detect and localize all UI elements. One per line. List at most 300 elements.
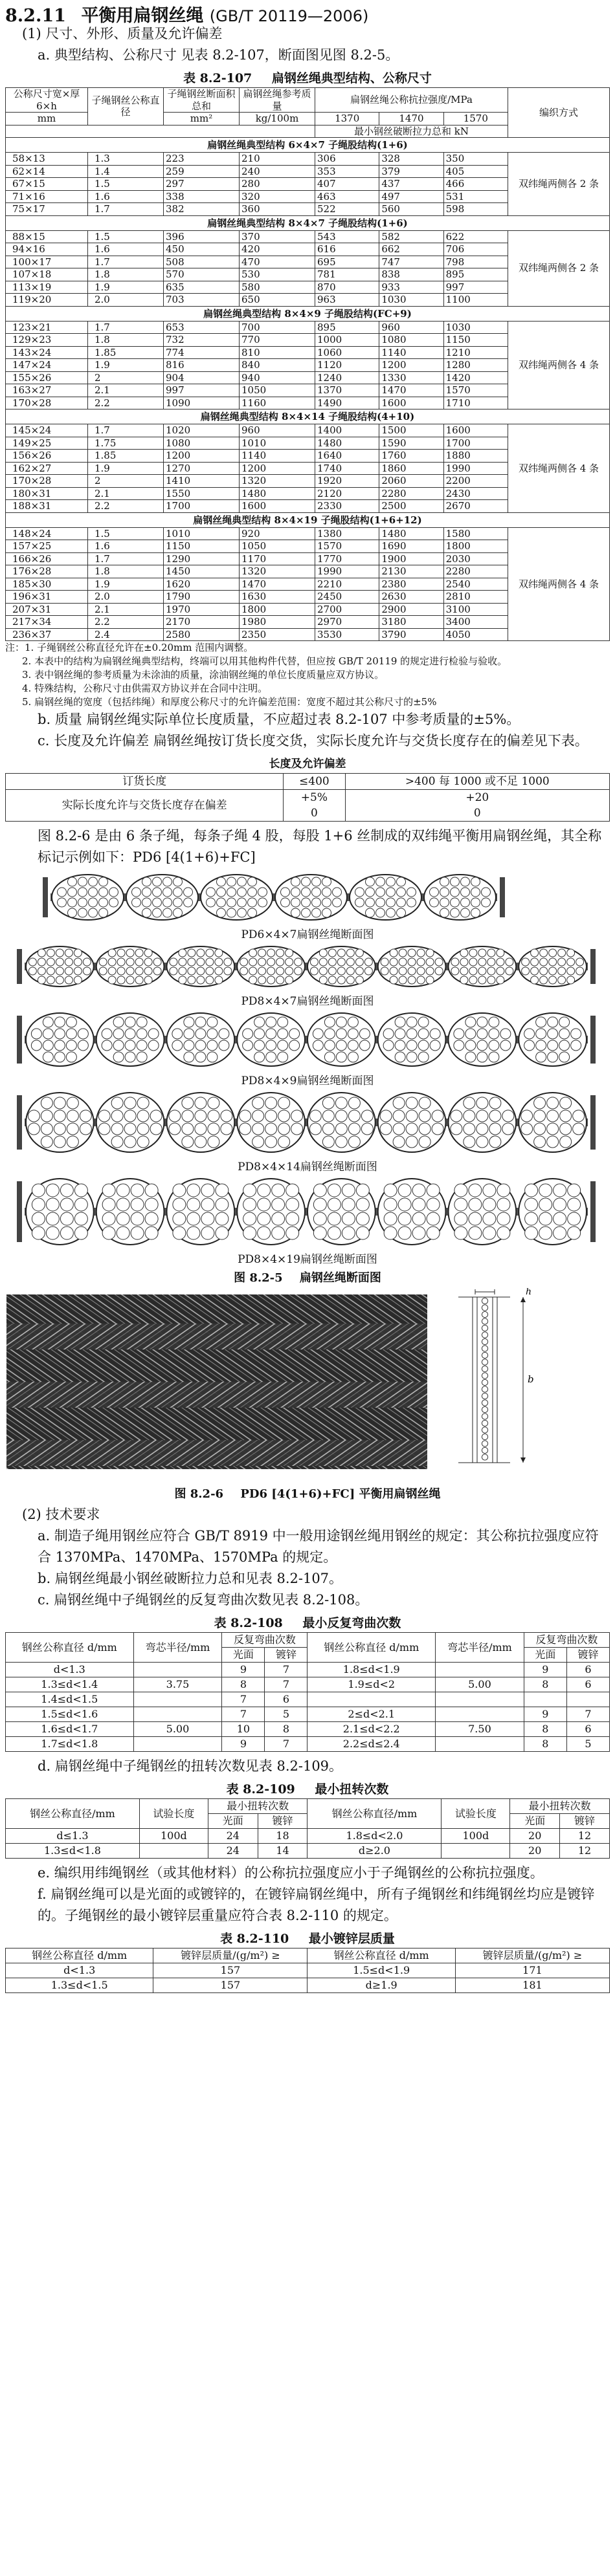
table-cell: 1320	[240, 565, 315, 578]
t108-body	[6, 1663, 610, 1752]
t107-h-s3: 1570	[443, 113, 508, 126]
table-cell: 1.8	[88, 565, 164, 578]
table-cell: 71×16	[6, 190, 88, 203]
table-110	[5, 1948, 610, 1993]
strand	[449, 1179, 517, 1245]
edge-weft	[590, 949, 596, 984]
para-fig: 图 8.2-6 是由 6 条子绳，每条子绳 4 股，每股 1+6 丝制成的双纬绳平衡用扁钢丝绳，其全称标记示例如下：PD6 [4(1+6)+FC]	[38, 828, 602, 865]
table-cell: 1480	[240, 487, 315, 500]
table-107	[5, 87, 610, 641]
table-cell: 3.75	[133, 1677, 222, 1692]
strand	[26, 1179, 94, 1245]
t109-h-bright-r: 光面	[510, 1814, 560, 1829]
strand	[96, 1179, 164, 1245]
strand	[308, 1013, 375, 1066]
figure-8-2-5	[5, 871, 610, 1266]
section-name: 平衡用扁钢丝绳	[81, 6, 204, 26]
table-cell: 370	[240, 230, 315, 243]
table-cell: 1.3	[88, 153, 164, 166]
table-cell: 2810	[443, 591, 508, 604]
table-cell	[436, 1707, 524, 1722]
edge-weft	[590, 1095, 596, 1150]
table-cell: 997	[164, 384, 240, 397]
table-cell: 8	[524, 1677, 566, 1692]
table-cell: 129×23	[6, 334, 88, 347]
strand	[26, 946, 94, 987]
table-cell: 1800	[240, 603, 315, 616]
table-cell: 1410	[164, 475, 240, 488]
dim-h: h	[526, 1288, 532, 1297]
table-cell: 1020	[164, 424, 240, 437]
section-wire	[482, 1447, 487, 1453]
t107-h-area-unit: mm²	[164, 113, 240, 126]
t107-h-size: 公称尺寸宽×厚 6×h	[6, 88, 88, 113]
table-cell: 353	[315, 165, 379, 178]
table-cell: 181	[455, 1978, 609, 1993]
req-f: f. 扁钢丝绳可以是光面的或镀锌的，在镀锌扁钢丝绳中，所有子绳钢丝和纬绳钢丝均应是镀锌的。子绳钢丝的最小镀锌层重量应符合表 8.2-110 的规定。	[38, 1886, 595, 1923]
table-row	[6, 1707, 610, 1722]
strand	[237, 1179, 305, 1245]
table-cell: 207×31	[6, 603, 88, 616]
t108-h-galv-l: 镀锌	[265, 1648, 308, 1663]
table-109-caption	[5, 1780, 610, 1797]
table-cell: 210	[240, 153, 315, 166]
table-cell: 148×24	[6, 527, 88, 540]
req-c: c. 扁钢丝绳中子绳钢丝的反复弯曲次数见表 8.2-108。	[38, 1592, 369, 1608]
strand	[378, 1179, 446, 1245]
group-title-row	[6, 409, 610, 424]
strand	[308, 1179, 375, 1245]
table-cell: 1.9	[88, 359, 164, 372]
edge-weft	[17, 1016, 22, 1064]
table-cell: 1.3≤d<1.4	[6, 1677, 134, 1692]
table-cell: 2120	[315, 487, 379, 500]
weave-cell: 双纬绳两侧各 2 条	[508, 153, 610, 216]
table-110-title: 最小镀锌层质量	[308, 1932, 395, 1946]
strand	[519, 946, 587, 987]
table-cell: 1370	[315, 384, 379, 397]
table-cell: 1240	[315, 371, 379, 384]
table-cell: 1550	[164, 487, 240, 500]
table-cell: 280	[240, 178, 315, 191]
table-cell: 1.6	[88, 243, 164, 256]
table-cell: 1700	[443, 437, 508, 450]
t109-h-twist-l: 最小扭转次数	[208, 1799, 308, 1814]
table-cell: 185×30	[6, 578, 88, 591]
edge-weft	[17, 949, 22, 984]
table-cell: 960	[379, 321, 443, 334]
table-cell: 100d	[139, 1829, 208, 1844]
table-cell: 1.9≤d<2	[308, 1677, 436, 1692]
table-cell: 180×31	[6, 487, 88, 500]
table-cell: 1490	[315, 397, 379, 409]
table-note: 3. 表中钢丝绳的参考质量为未涂油的质量，涂油钢丝绳的单位长度质量应双方协议。	[22, 669, 385, 681]
table-cell: 1090	[164, 397, 240, 409]
t108-h-diam-l: 钢丝公称直径 d/mm	[6, 1633, 134, 1663]
section-wire	[482, 1386, 487, 1392]
table-cell: 2210	[315, 578, 379, 591]
table-cell: 838	[379, 268, 443, 281]
table-cell: 1050	[240, 384, 315, 397]
table-cell: 9	[222, 1737, 265, 1752]
section-wire	[482, 1325, 487, 1331]
t110-h2-r: 镀锌层质量/(g/m²) ≥	[455, 1948, 609, 1963]
strand	[201, 875, 273, 920]
table-cell: 420	[240, 243, 315, 256]
section-wire	[482, 1414, 487, 1419]
table-cell: 157×25	[6, 540, 88, 553]
table-cell: 162×27	[6, 462, 88, 475]
strand	[167, 1179, 235, 1245]
table-cell	[442, 1844, 510, 1859]
table-cell: 7	[265, 1737, 308, 1752]
table-cell: 1.6	[88, 190, 164, 203]
figure-8-2-6	[5, 1288, 610, 1482]
sub-rope	[6, 1324, 427, 1349]
table-109-no: 表 8.2-109	[226, 1782, 295, 1796]
t110-h2-l: 镀锌层质量/(g/m²) ≥	[153, 1948, 308, 1963]
t110-h1-l: 钢丝公称直径 d/mm	[6, 1948, 153, 1963]
table-cell: 1010	[240, 437, 315, 450]
section-wire	[482, 1359, 487, 1365]
table-cell: 240	[240, 165, 315, 178]
table-note: 5. 扁钢丝绳的宽度（包括纬绳）和厚度公称尺寸的允许偏差范围：宽度不超过其公称尺寸的±5%	[22, 696, 437, 708]
edge-weft	[500, 877, 505, 917]
strand	[449, 946, 517, 987]
t107-notes	[5, 641, 610, 709]
table-cell: 1210	[443, 346, 508, 359]
table-cell: 1330	[379, 371, 443, 384]
table-cell: 1.85	[88, 450, 164, 463]
strand	[237, 1013, 305, 1066]
table-cell: 747	[379, 256, 443, 268]
table-cell: 1200	[240, 462, 315, 475]
table-cell: 9	[222, 1663, 265, 1677]
table-cell: 770	[240, 334, 315, 347]
t107-body	[6, 138, 610, 641]
table-cell: 149×25	[6, 437, 88, 450]
table-cell: 223	[164, 153, 240, 166]
table-cell: 396	[164, 230, 240, 243]
t107-h-strength	[315, 88, 508, 113]
table-note: 注：1. 子绳钢丝公称直径允许在±0.20mm 范围内调整。	[5, 642, 254, 653]
section-wire	[482, 1318, 487, 1324]
table-cell	[133, 1692, 222, 1707]
table-cell: 236×37	[6, 628, 88, 641]
table-cell: 1290	[164, 552, 240, 565]
table-108-title: 最小反复弯曲次数	[302, 1616, 401, 1630]
table-cell: 407	[315, 178, 379, 191]
strand	[237, 1093, 305, 1152]
table-cell: 12	[560, 1829, 610, 1844]
section-wire	[482, 1305, 487, 1311]
table-108-no: 表 8.2-108	[214, 1616, 283, 1630]
table-cell: 1710	[443, 397, 508, 409]
tol-row2-v2-top: +20	[465, 791, 489, 804]
fig-826-no: 图 8.2-6	[174, 1487, 224, 1501]
section-wire	[482, 1332, 487, 1338]
table-cell: 2350	[240, 628, 315, 641]
group-title: 扁钢丝绳典型结构 8×4×9 子绳股结构(FC+9)	[6, 306, 610, 321]
table-cell: 1600	[379, 397, 443, 409]
table-cell: 1590	[379, 437, 443, 450]
table-cell: 1280	[443, 359, 508, 372]
req-e: e. 编织用纬绳钢丝（或其他材料）的公称抗拉强度应小于子绳钢丝的公称抗拉强度。	[38, 1865, 544, 1881]
table-cell: 1.6	[88, 540, 164, 553]
table-108-caption	[5, 1613, 610, 1631]
table-cell: 24	[208, 1844, 258, 1859]
sub-rope	[6, 1382, 427, 1408]
table-cell: 616	[315, 243, 379, 256]
t109-h-len-l: 试验长度	[139, 1799, 208, 1829]
table-cell: 1.5	[88, 178, 164, 191]
table-cell: 67×15	[6, 178, 88, 191]
table-cell: 123×21	[6, 321, 88, 334]
table-cell: 2430	[443, 487, 508, 500]
table-cell: 12	[560, 1844, 610, 1859]
table-cell: 1030	[443, 321, 508, 334]
intro-p1: (1) 尺寸、外形、质量及允许偏差	[22, 26, 223, 41]
table-cell: 3400	[443, 616, 508, 629]
table-cell: 379	[379, 165, 443, 178]
table-cell: 75×17	[6, 203, 88, 216]
edge-weft	[17, 1181, 22, 1242]
table-cell: 171	[455, 1963, 609, 1978]
table-cell: 1600	[443, 424, 508, 437]
fig-826-title: PD6 [4(1+6)+FC] 平衡用扁钢丝绳	[240, 1487, 441, 1501]
table-cell: 157	[153, 1978, 308, 1993]
table-cell	[133, 1737, 222, 1752]
strand	[96, 1013, 164, 1066]
table-cell: 580	[240, 281, 315, 294]
t108-h-bright-l: 光面	[222, 1648, 265, 1663]
table-cell: 2580	[164, 628, 240, 641]
figure-8-2-5-caption	[5, 1269, 610, 1285]
section-title	[5, 0, 610, 26]
section-wire	[482, 1434, 487, 1439]
table-cell: 155×26	[6, 371, 88, 384]
group-title: 扁钢丝绳典型结构 8×4×14 子绳股结构(4+10)	[6, 409, 610, 424]
table-cell: 2.4	[88, 628, 164, 641]
group-title: 扁钢丝绳典型结构 8×4×7 子绳股结构(1+6)	[6, 215, 610, 230]
table-cell: 774	[164, 346, 240, 359]
table-cell: 145×24	[6, 424, 88, 437]
table-109	[5, 1798, 610, 1859]
section-wire	[482, 1427, 487, 1433]
table-cell: 1000	[315, 334, 379, 347]
strand	[378, 1013, 446, 1066]
sub-rope	[6, 1440, 427, 1466]
t108-h-bright-r: 光面	[524, 1648, 566, 1663]
table-cell: d<1.3	[6, 1963, 153, 1978]
weave-cell: 双纬绳两侧各 4 条	[508, 321, 610, 409]
table-110-no: 表 8.2-110	[220, 1932, 289, 1946]
table-cell: 5.00	[436, 1677, 524, 1692]
strand	[449, 1013, 517, 1066]
table-row	[6, 1978, 610, 1993]
sub-rope	[6, 1294, 427, 1320]
table-cell: 703	[164, 294, 240, 307]
strand	[96, 946, 164, 987]
group-title-row	[6, 215, 610, 230]
table-cell: 1800	[443, 540, 508, 553]
table-cell: 450	[164, 243, 240, 256]
table-cell: 543	[315, 230, 379, 243]
table-cell: 1860	[379, 462, 443, 475]
strand	[424, 875, 496, 920]
table-cell: 1.7≤d<1.8	[6, 1737, 134, 1752]
weave-cell: 双纬绳两侧各 2 条	[508, 230, 610, 306]
t109-h-diam-r: 钢丝公称直径/mm	[308, 1799, 442, 1829]
t107-h-minbreak-label: 最小钢丝破断拉力总和	[353, 125, 451, 137]
fig-825-title: 扁钢丝绳断面图	[299, 1271, 381, 1285]
table-row	[6, 1963, 610, 1978]
table-cell: 113×19	[6, 281, 88, 294]
table-row	[6, 424, 610, 437]
section-label: PD8×4×14扁钢丝绳断面图	[238, 1161, 377, 1173]
table-cell: 100×17	[6, 256, 88, 268]
table-cell: 176×28	[6, 565, 88, 578]
sub-rope	[6, 1411, 427, 1437]
table-cell: 963	[315, 294, 379, 307]
para-b: b. 质量 扁钢丝绳实际单位长度质量，不应超过表 8.2-107 中参考质量的±5%。	[38, 712, 520, 727]
table-cell: 1150	[164, 540, 240, 553]
table-cell: 2.2	[88, 397, 164, 409]
table-cell: 1060	[315, 346, 379, 359]
table-cell: 7.50	[436, 1722, 524, 1737]
table-cell: 895	[315, 321, 379, 334]
strand	[308, 946, 375, 987]
table-cell: 3790	[379, 628, 443, 641]
tol-row1-label: 订货长度	[6, 774, 284, 790]
section-wire	[482, 1420, 487, 1426]
table-cell: 8	[265, 1722, 308, 1737]
rope-section-5	[5, 1175, 610, 1249]
table-cell: 338	[164, 190, 240, 203]
section-label: PD8×4×19扁钢丝绳断面图	[238, 1253, 377, 1266]
t108-h-bend-r: 反复弯曲次数	[524, 1633, 609, 1648]
table-cell: 522	[315, 203, 379, 216]
table-cell: 166×26	[6, 552, 88, 565]
table-cell: 732	[164, 334, 240, 347]
table-cell: 2970	[315, 616, 379, 629]
table-cell: 405	[443, 165, 508, 178]
table-cell: 2280	[443, 565, 508, 578]
table-cell: 58×13	[6, 153, 88, 166]
t109-h-twist-r: 最小扭转次数	[510, 1799, 610, 1814]
table-cell: 170×28	[6, 397, 88, 409]
t107-h-area: 子绳钢丝断面积总和	[164, 88, 240, 113]
table-cell: 1900	[379, 552, 443, 565]
strand	[52, 875, 124, 920]
table-cell: 1880	[443, 450, 508, 463]
table-cell: 1080	[379, 334, 443, 347]
table-cell: d<1.3	[6, 1663, 134, 1677]
table-cell: 1740	[315, 462, 379, 475]
tol-row2-v1	[284, 790, 345, 822]
t107-h-weave: 编织方式	[508, 88, 610, 138]
table-cell: 62×14	[6, 165, 88, 178]
table-cell: 2	[88, 371, 164, 384]
section-wire	[482, 1366, 487, 1371]
table-cell: 2130	[379, 565, 443, 578]
table-cell: 781	[315, 268, 379, 281]
intro-p2: a. 典型结构、公称尺寸 见表 8.2-107，断面图见图 8.2-5。	[38, 47, 399, 63]
table-109-title: 最小扭转次数	[315, 1782, 389, 1796]
table-107-title: 扁钢丝绳典型结构、公称尺寸	[271, 71, 432, 85]
table-cell: 259	[164, 165, 240, 178]
section-wire	[482, 1338, 487, 1344]
table-cell: 530	[240, 268, 315, 281]
table-cell: 1.5≤d<1.6	[6, 1707, 134, 1722]
table-cell: 1450	[164, 565, 240, 578]
table-cell: 1.3≤d<1.8	[6, 1844, 140, 1859]
section-wire	[482, 1393, 487, 1399]
table-cell: 8	[222, 1677, 265, 1692]
strand	[378, 946, 446, 987]
t107-h-blank	[6, 125, 315, 138]
table-cell: 1270	[164, 462, 240, 475]
strand	[26, 1093, 94, 1152]
fig-825-no: 图 8.2-5	[234, 1271, 283, 1285]
table-cell: 1.9	[88, 462, 164, 475]
section-wire	[482, 1352, 487, 1358]
table-cell: 1160	[240, 397, 315, 409]
table-row	[6, 153, 610, 166]
t107-h-diam: 子绳钢丝公称直径	[88, 88, 164, 126]
table-cell: 497	[379, 190, 443, 203]
t107-h-minbreak	[315, 125, 508, 138]
strand	[519, 1093, 587, 1152]
table-cell: 7	[222, 1707, 265, 1722]
table-cell: 100d	[442, 1829, 510, 1844]
table-108	[5, 1632, 610, 1752]
table-row	[6, 1663, 610, 1677]
table-cell: 1.4≤d<1.5	[6, 1692, 134, 1707]
table-cell: 582	[379, 230, 443, 243]
table-cell: d≤1.3	[6, 1829, 140, 1844]
sub-rope	[6, 1353, 427, 1379]
strand	[275, 875, 347, 920]
table-cell	[139, 1844, 208, 1859]
section-wire	[482, 1441, 487, 1446]
table-cell: 816	[164, 359, 240, 372]
group-title: 扁钢丝绳典型结构 8×4×19 子绳股结构(1+6+12)	[6, 512, 610, 527]
table-note: 2. 本表中的结构为扁钢丝绳典型结构，终端可以用其他构件代替，但应按 GB/T 20119 的规定进行检验与验收。	[22, 655, 508, 667]
table-cell: 1690	[379, 540, 443, 553]
table-cell: 2200	[443, 475, 508, 488]
strand	[308, 1093, 375, 1152]
table-cell: 1700	[164, 500, 240, 513]
table-cell: 920	[240, 527, 315, 540]
table-cell: 1.7	[88, 424, 164, 437]
table-cell: 2.2	[88, 616, 164, 629]
table-cell: 706	[443, 243, 508, 256]
table-cell: 163×27	[6, 384, 88, 397]
table-cell: 7	[222, 1692, 265, 1707]
section-wire	[482, 1454, 487, 1460]
table-cell: 382	[164, 203, 240, 216]
table-note: 4. 特殊结构，公称尺寸由供需双方协议并在合同中注明。	[22, 682, 268, 694]
section-wire	[482, 1298, 487, 1304]
table-cell: 1.9	[88, 578, 164, 591]
t109-h-galv-l: 镀锌	[258, 1814, 308, 1829]
table-cell: 3180	[379, 616, 443, 629]
table-row	[6, 321, 610, 334]
table-cell: 1.8	[88, 268, 164, 281]
t107-h-mass: 扁钢丝绳参考质量	[240, 88, 315, 113]
table-cell: 1.3≤d<1.5	[6, 1978, 153, 1993]
